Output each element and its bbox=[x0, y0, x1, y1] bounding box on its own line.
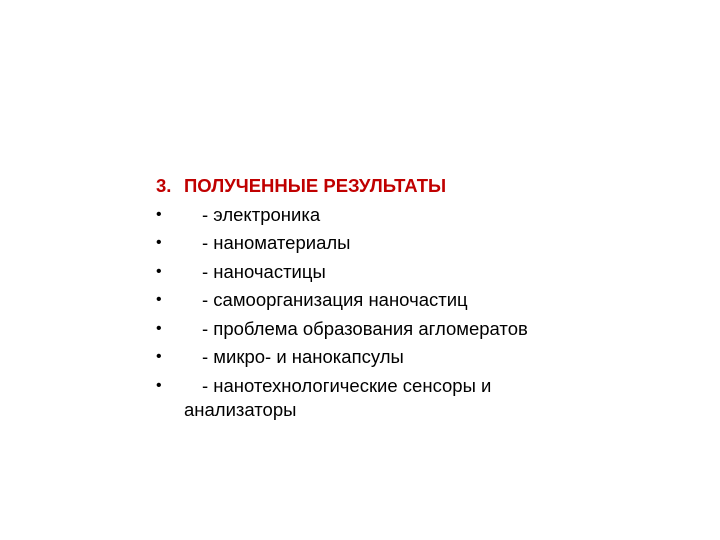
bullet-icon: • bbox=[156, 376, 162, 394]
bullet-icon: • bbox=[156, 205, 162, 223]
heading-title: ПОЛУЧЕННЫЕ РЕЗУЛЬТАТЫ bbox=[184, 175, 447, 196]
list-item-continuation: анализаторы bbox=[184, 399, 297, 420]
list-item-text: - микро- и нанокапсулы bbox=[202, 346, 404, 367]
list-item-text: - наночастицы bbox=[202, 260, 326, 282]
section-heading bbox=[156, 172, 656, 201]
list-item bbox=[156, 258, 656, 287]
bullet-icon: • bbox=[156, 319, 162, 337]
heading-number: 3. bbox=[156, 175, 172, 196]
list-item bbox=[156, 343, 656, 372]
list-item-text: - проблема образования агломератов bbox=[202, 317, 528, 339]
list-item bbox=[156, 201, 656, 230]
bullet-icon: • bbox=[156, 291, 162, 308]
bullet-icon: • bbox=[156, 234, 162, 251]
bullet-icon: • bbox=[156, 348, 162, 365]
list-item-text: - наноматериалы bbox=[202, 232, 351, 253]
bullet-icon: • bbox=[156, 262, 162, 280]
slide-content bbox=[156, 172, 656, 425]
list-item bbox=[156, 229, 656, 258]
list-item-text: - самоорганизация наночастиц bbox=[202, 289, 468, 310]
list-item-text: - нанотехнологические сенсоры и bbox=[202, 374, 492, 396]
list-item bbox=[156, 286, 656, 315]
list-item-text: - электроника bbox=[202, 203, 321, 225]
list-item bbox=[156, 315, 656, 344]
